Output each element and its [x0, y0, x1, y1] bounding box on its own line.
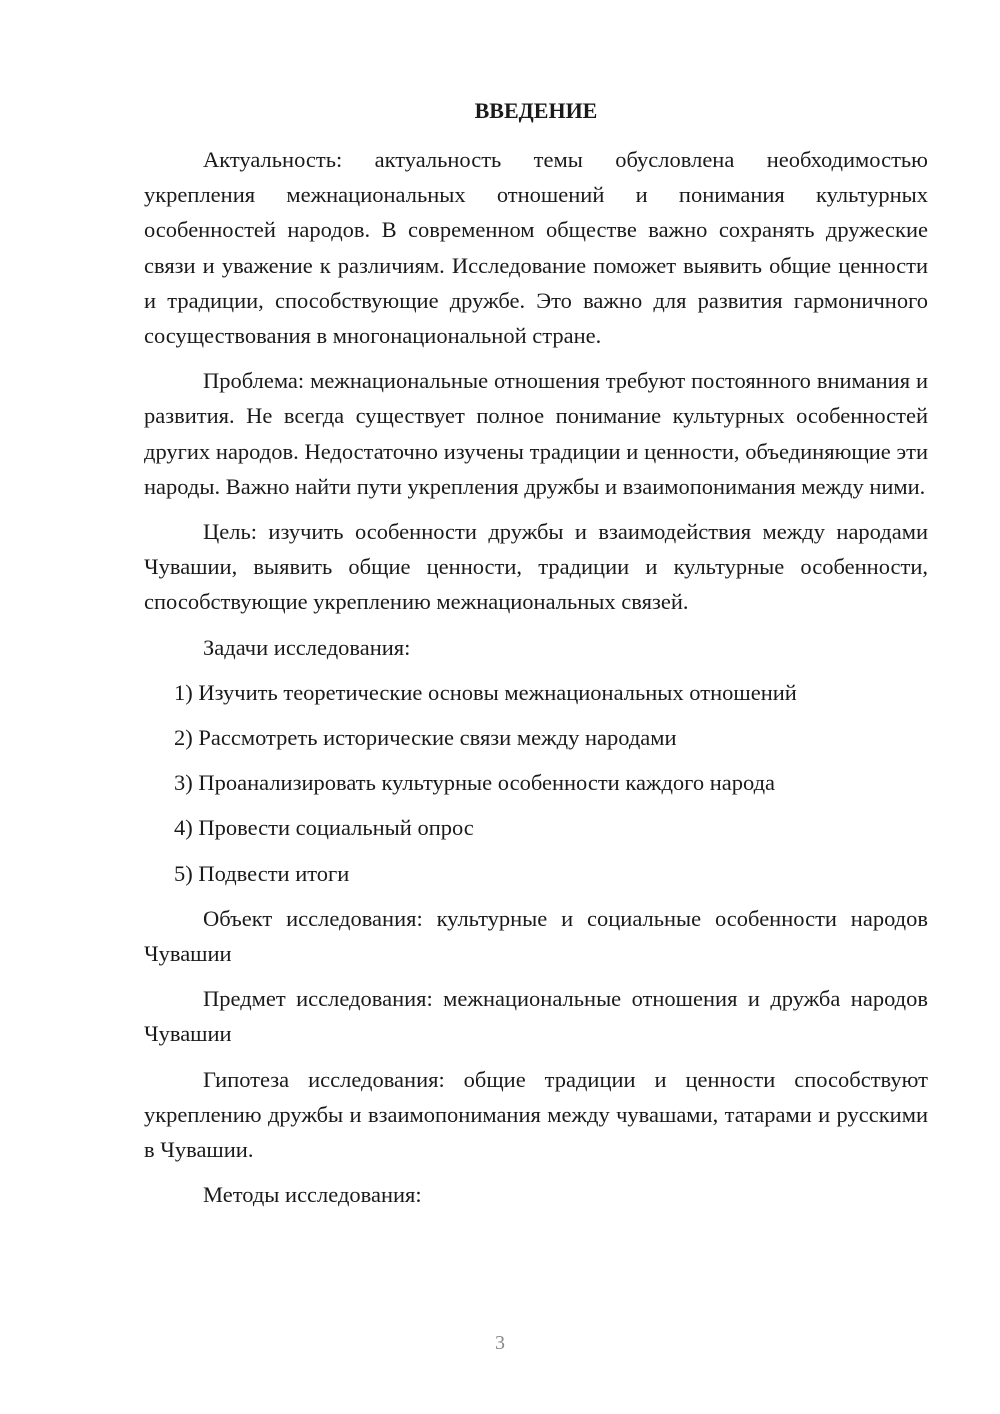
- list-item: 4) Провести социальный опрос: [174, 815, 474, 841]
- tasks-heading: Задачи исследования:: [203, 634, 411, 660]
- hypothesis-paragraph: Гипотеза исследования: общие традиции и ценности способствуют укреплению дружбы и взаимопонимания между чувашами, татарами и русскими в Чувашии.: [144, 1066, 928, 1163]
- object-paragraph: Объект исследования: культурные и социальные особенности народов Чувашии: [144, 905, 928, 967]
- goal-paragraph: Цель: изучить особенности дружбы и взаимодействия между народами Чувашии, выявить общие ценности, традиции и культурные особенности, способствующие укреплению межнациональных связей.: [144, 519, 928, 615]
- document-page: [144, 0, 928, 1414]
- document-body: [144, 142, 928, 1222]
- list-item: 2) Рассмотреть исторические связи между народами: [174, 725, 677, 751]
- subject-paragraph: Предмет исследования: межнациональные отношения и дружба народов Чувашии: [144, 986, 928, 1047]
- page-number: 3: [495, 1332, 505, 1354]
- tasks-list: [144, 675, 928, 891]
- methods-heading: Методы исследования:: [203, 1182, 422, 1208]
- list-item: 3) Проанализировать культурные особенности каждого народа: [174, 770, 776, 796]
- section-title: ВВЕДЕНИЕ: [474, 98, 598, 123]
- list-item: 1) Изучить теоретические основы межнациональных отношений: [174, 679, 797, 705]
- list-item: 5) Подвести итоги: [174, 860, 350, 886]
- relevance-paragraph: Актуальность: актуальность темы обусловлена необходимостью укрепления межнациональных отношений и понимания культурных особенностей народов. В современном обществе важно сохранять дружеские связи и уважение к различиям. Исследование поможет выявить общие ценности и традиции, способствующие дружбе. Это важно для развития гармоничного сосуществования в многонациональной стране.: [144, 147, 928, 349]
- problem-paragraph: Проблема: межнациональные отношения требуют постоянного внимания и развития. Не всегда существует полное понимание культурных особенностей других народов. Недостаточно изучены традиции и ценности, объединяющие эти народы. Важно найти пути укрепления дружбы и взаимопонимания между ними.: [144, 368, 928, 499]
